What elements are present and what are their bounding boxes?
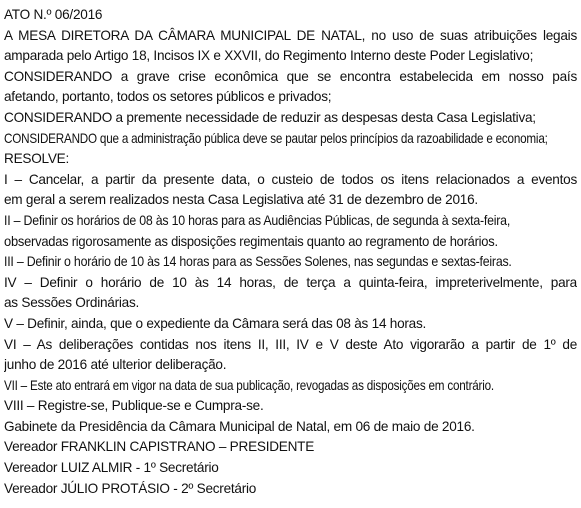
item-v: V – Definir, ainda, que o expediente da Câmara será das 08 às 14 horas. — [4, 315, 427, 331]
considerando-3: CONSIDERANDO que a administração pública deve se pautar pelos princípios da razoabilidade e economia; — [4, 130, 548, 146]
item-iv-line-2: as Sessões Ordinárias. — [4, 295, 140, 311]
act-title: ATO N.º 06/2016 — [4, 7, 103, 22]
item-vi-line-1: VI – As deliberações contidas nos itens II, III, IV e V deste Ato vigorarão a partir de 1º de — [4, 336, 577, 352]
resolve-heading: RESOLVE: — [4, 151, 69, 167]
item-iii: III – Definir o horário de 10 às 14 horas para as Sessões Solenes, nas segundas e sextas-feiras. — [4, 254, 512, 270]
item-vii: VII – Este ato entrará em vigor na data de sua publicação, revogadas as disposições em contrário. — [4, 377, 494, 393]
considerando-1-line-1: CONSIDERANDO a grave crise econômica que se encontra estabelecida em nosso país — [4, 68, 577, 84]
item-ii-line-2: observadas rigorosamente as disposições regimentais quanto ao regramento de horários. — [4, 233, 498, 249]
considerando-2: CONSIDERANDO a premente necessidade de reduzir as despesas desta Casa Legislativa; — [4, 109, 536, 125]
item-viii: VIII – Registre-se, Publique-se e Cumpra-se. — [4, 398, 264, 414]
gabinete-date-line: Gabinete da Presidência da Câmara Municipal de Natal, em 06 de maio de 2016. — [4, 418, 475, 434]
considerando-1-line-2: afetando, portanto, todos os setores públicos e privados; — [4, 89, 332, 105]
signatory-president: Vereador FRANKLIN CAPISTRANO – PRESIDENTE — [4, 439, 315, 455]
signatory-first-secretary: Vereador LUIZ ALMIR - 1º Secretário — [4, 460, 219, 476]
item-ii-line-1: II – Definir os horários de 08 às 10 horas para as Audiências Públicas, de segunda à sexta-feira, — [4, 212, 511, 228]
preamble-line-2: amparada pelo Artigo 18, Incisos IX e XXVII, do Regimento Interno deste Poder Legislativo; — [4, 48, 534, 64]
preamble-line-1: A MESA DIRETORA DA CÂMARA MUNICIPAL DE NATAL, no uso de suas atribuições legais — [4, 27, 577, 43]
item-i-line-2: em geral a serem realizados nesta Casa Legislativa até 31 de dezembro de 2016. — [4, 192, 478, 208]
item-iv-line-1: IV – Definir o horário de 10 às 14 horas, de terça a quinta-feira, impreterivelmente, para — [4, 274, 577, 290]
item-vi-line-2: junho de 2016 até ulterior deliberação. — [4, 357, 227, 373]
item-i-line-1: I – Cancelar, a partir da presente data, o custeio de todos os itens relacionados a eventos — [4, 171, 577, 187]
signatory-second-secretary: Vereador JÚLIO PROTÁSIO - 2º Secretário — [4, 480, 257, 496]
